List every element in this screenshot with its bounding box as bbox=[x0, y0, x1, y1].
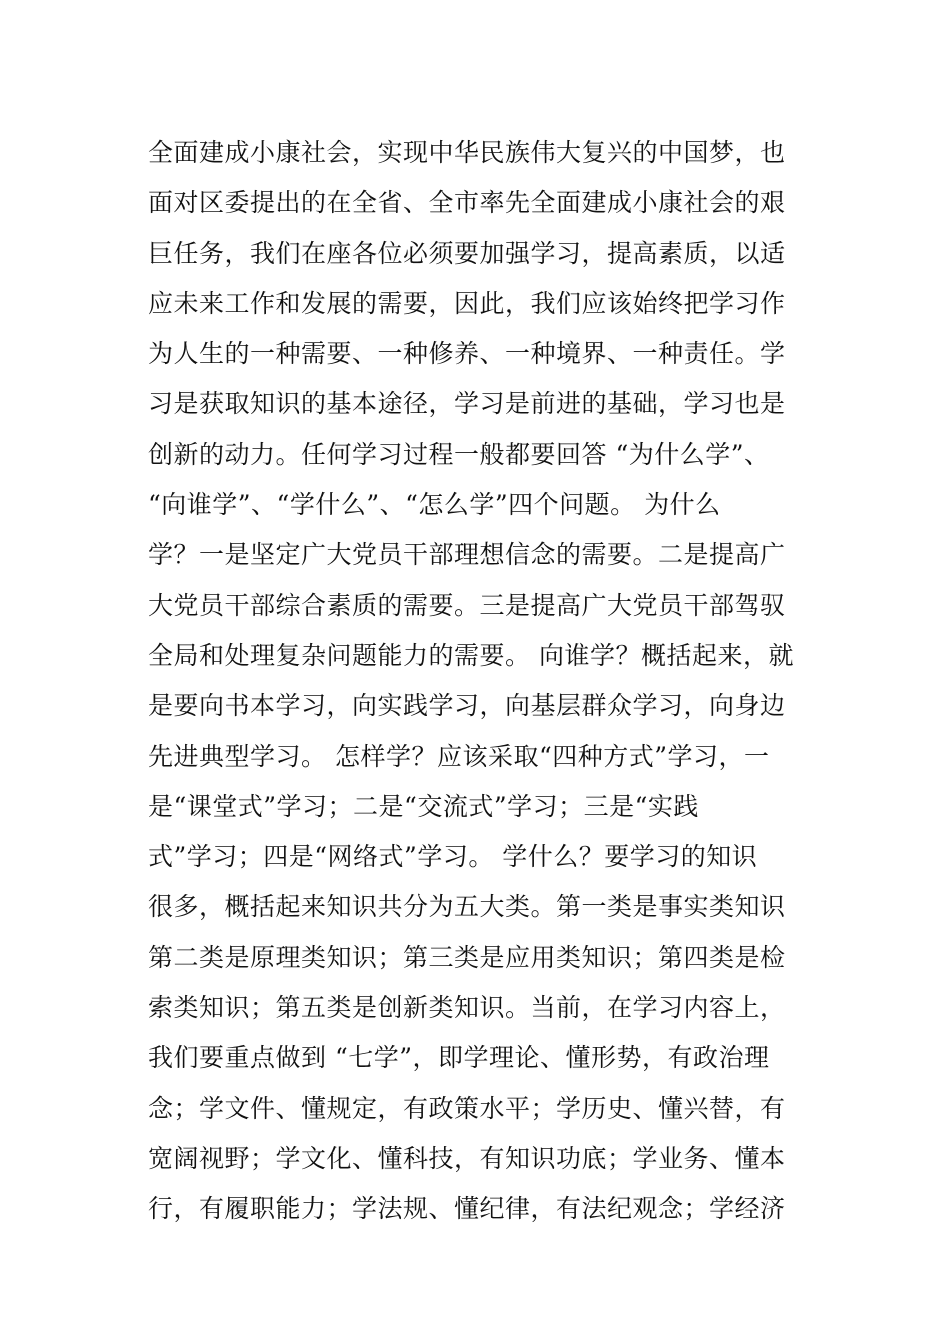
text-line: 应未来工作和发展的需要，因此，我们应该始终把学习作 bbox=[148, 288, 786, 318]
text-line: 先进典型学习。 怎样学？应该采取“四种方式”学习，一 bbox=[148, 741, 770, 771]
text-line: 习是获取知识的基本途径，学习是前进的基础，学习也是 bbox=[148, 389, 786, 419]
text-line: 索类知识；第五类是创新类知识。当前，在学习内容上， bbox=[148, 993, 786, 1023]
text-line: 宽阔视野；学文化、懂科技，有知识功底；学业务、懂本 bbox=[148, 1143, 786, 1173]
text-line: 第二类是原理类知识；第三类是应用类知识；第四类是检 bbox=[148, 942, 786, 972]
text-line: 很多，概括起来知识共分为五大类。第一类是事实类知识 bbox=[148, 892, 786, 922]
text-line: 全面建成小康社会，实现中华民族伟大复兴的中国梦，也 bbox=[148, 138, 786, 167]
body-text bbox=[148, 128, 808, 1235]
text-line: 念；学文件、懂规定，有政策水平；学历史、懂兴替，有 bbox=[148, 1093, 786, 1123]
text-line: 我们要重点做到 “七学”，即学理论、懂形势，有政治理 bbox=[148, 1043, 770, 1073]
text-line: 行，有履职能力；学法规、懂纪律，有法纪观念；学经济 bbox=[148, 1194, 786, 1224]
text-line: 全局和处理复杂问题能力的需要。 向谁学？概括起来，就 bbox=[148, 640, 794, 670]
text-line: 大党员干部综合素质的需要。三是提高广大党员干部驾驭 bbox=[148, 590, 786, 620]
text-line: 为人生的一种需要、一种修养、一种境界、一种责任。学 bbox=[148, 339, 786, 369]
text-line: 巨任务，我们在座各位必须要加强学习，提高素质，以适 bbox=[148, 238, 786, 268]
text-line: 式”学习；四是“网络式”学习。 学什么？要学习的知识 bbox=[148, 842, 758, 872]
text-line: 是“课堂式”学习；二是“交流式”学习；三是“实践 bbox=[148, 791, 699, 821]
text-line: 学？一是坚定广大党员干部理想信念的需要。二是提高广 bbox=[148, 540, 786, 570]
text-line: 是要向书本学习，向实践学习，向基层群众学习，向身边 bbox=[148, 691, 786, 721]
text-line: “向谁学”、“学什么”、“怎么学”四个问题。 为什么 bbox=[148, 490, 721, 520]
text-line: 创新的动力。任何学习过程一般都要回答 “为什么学”、 bbox=[148, 439, 770, 469]
text-line: 面对区委提出的在全省、全市率先全面建成小康社会的艰 bbox=[148, 188, 786, 218]
